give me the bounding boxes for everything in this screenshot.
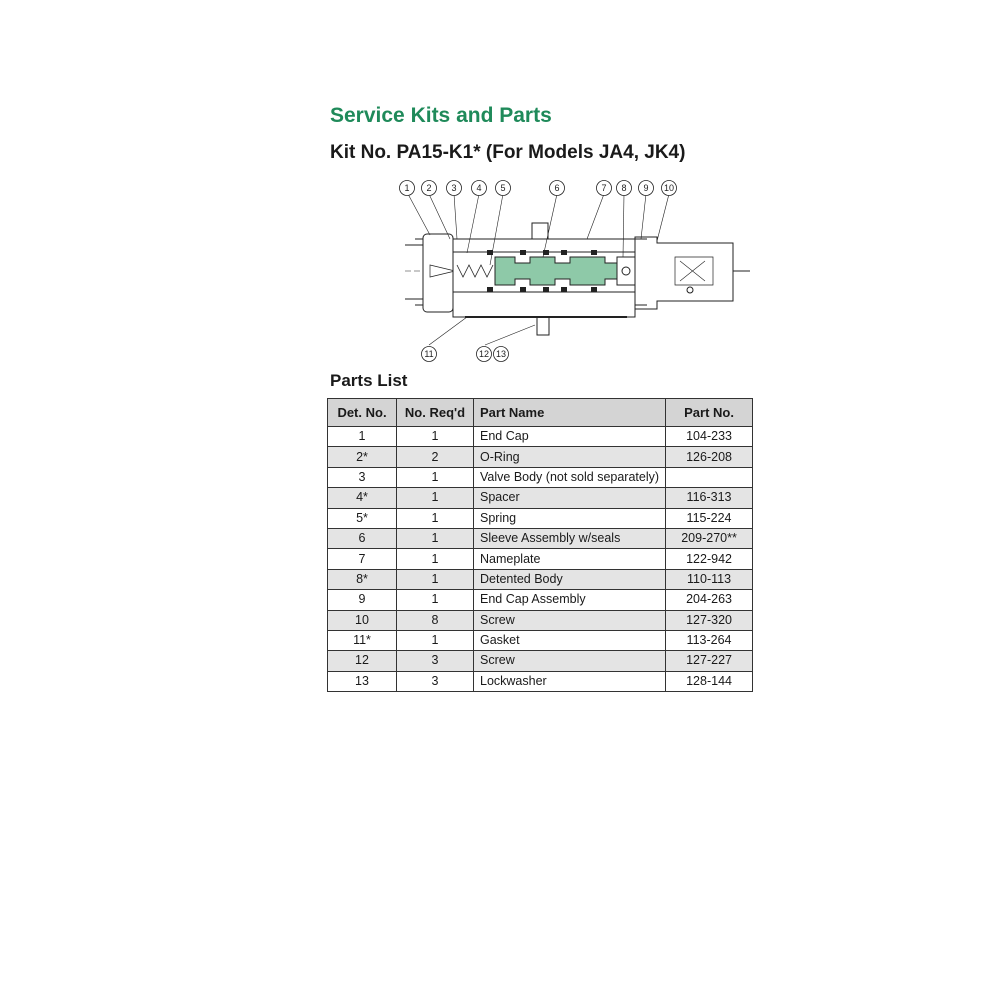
part-no-cell: 127-320 [666,610,753,630]
parts-table [327,398,753,692]
parts-list-heading: Parts List [330,371,408,390]
det-no-cell: 2* [328,447,397,467]
svg-text:10: 10 [663,183,675,193]
part-no-cell: 116-313 [666,488,753,508]
svg-text:9: 9 [643,183,649,193]
callout-7 [597,181,612,196]
part-name-cell: End Cap [474,427,666,447]
part-name-cell: Gasket [474,630,666,650]
svg-text:5: 5 [500,183,506,193]
svg-text:6: 6 [554,183,560,193]
part-no-cell: 128-144 [666,671,753,691]
part-name-cell: Screw [474,610,666,630]
callout-12 [477,347,492,362]
qty-cell: 1 [397,427,474,447]
callout-5 [496,181,511,196]
det-no-cell: 8* [328,569,397,589]
callout-8 [617,181,632,196]
svg-text:3: 3 [451,183,457,193]
part-no-cell [666,467,753,487]
callout-11 [422,347,437,362]
svg-text:1: 1 [404,183,410,193]
callout-13 [494,347,509,362]
callout-10 [662,181,677,196]
det-no-cell: 6 [328,528,397,548]
part-no-cell: 115-224 [666,508,753,528]
part-name-cell: Sleeve Assembly w/seals [474,528,666,548]
part-no-cell: 113-264 [666,630,753,650]
det-no-cell: 5* [328,508,397,528]
qty-cell: 8 [397,610,474,630]
svg-text:13: 13 [495,349,507,359]
table-row [328,427,753,447]
qty-cell: 1 [397,590,474,610]
part-no-cell: 209-270** [666,528,753,548]
qty-cell: 1 [397,630,474,650]
svg-text:12: 12 [478,349,490,359]
table-row [328,467,753,487]
column-header-det-no: Det. No. [328,399,397,427]
table-row [328,590,753,610]
det-no-cell: 13 [328,671,397,691]
callout-9 [639,181,654,196]
part-no-cell: 110-113 [666,569,753,589]
det-no-cell: 11* [328,630,397,650]
svg-text:2: 2 [426,183,432,193]
qty-cell: 3 [397,671,474,691]
part-no-cell: 104-233 [666,427,753,447]
qty-cell: 2 [397,447,474,467]
callout-1 [400,181,415,196]
table-row [328,630,753,650]
table-row [328,508,753,528]
det-no-cell: 1 [328,427,397,447]
det-no-cell: 12 [328,651,397,671]
page-title: Service Kits and Parts [330,104,552,127]
det-no-cell: 9 [328,590,397,610]
svg-text:8: 8 [621,183,627,193]
part-name-cell: Lockwasher [474,671,666,691]
table-header-row [328,399,753,427]
table-row [328,549,753,569]
callout-4 [472,181,487,196]
part-name-cell: Spacer [474,488,666,508]
table-row [328,447,753,467]
part-no-cell: 126-208 [666,447,753,467]
kit-subtitle: Kit No. PA15-K1* (For Models JA4, JK4) [330,142,686,163]
table-row [328,488,753,508]
det-no-cell: 3 [328,467,397,487]
qty-cell: 3 [397,651,474,671]
callout-2 [422,181,437,196]
svg-text:7: 7 [601,183,607,193]
table-row [328,569,753,589]
qty-cell: 1 [397,549,474,569]
table-row [328,671,753,691]
column-header-part-name: Part Name [474,399,666,427]
det-no-cell: 4* [328,488,397,508]
column-header-no-reqd: No. Req'd [397,399,474,427]
svg-text:11: 11 [424,349,434,359]
column-header-part-no: Part No. [666,399,753,427]
part-name-cell: O-Ring [474,447,666,467]
part-name-cell: Valve Body (not sold separately) [474,467,666,487]
svg-text:4: 4 [476,183,482,193]
table-row [328,610,753,630]
part-no-cell: 122-942 [666,549,753,569]
det-no-cell: 7 [328,549,397,569]
table-row [328,528,753,548]
part-name-cell: Screw [474,651,666,671]
det-no-cell: 10 [328,610,397,630]
part-name-cell: Detented Body [474,569,666,589]
qty-cell: 1 [397,508,474,528]
qty-cell: 1 [397,467,474,487]
part-no-cell: 127-227 [666,651,753,671]
valve-exploded-diagram [395,177,755,367]
part-no-cell: 204-263 [666,590,753,610]
part-name-cell: Spring [474,508,666,528]
qty-cell: 1 [397,569,474,589]
callout-3 [447,181,462,196]
part-name-cell: End Cap Assembly [474,590,666,610]
part-name-cell: Nameplate [474,549,666,569]
table-row [328,651,753,671]
qty-cell: 1 [397,528,474,548]
callout-6 [550,181,565,196]
qty-cell: 1 [397,488,474,508]
